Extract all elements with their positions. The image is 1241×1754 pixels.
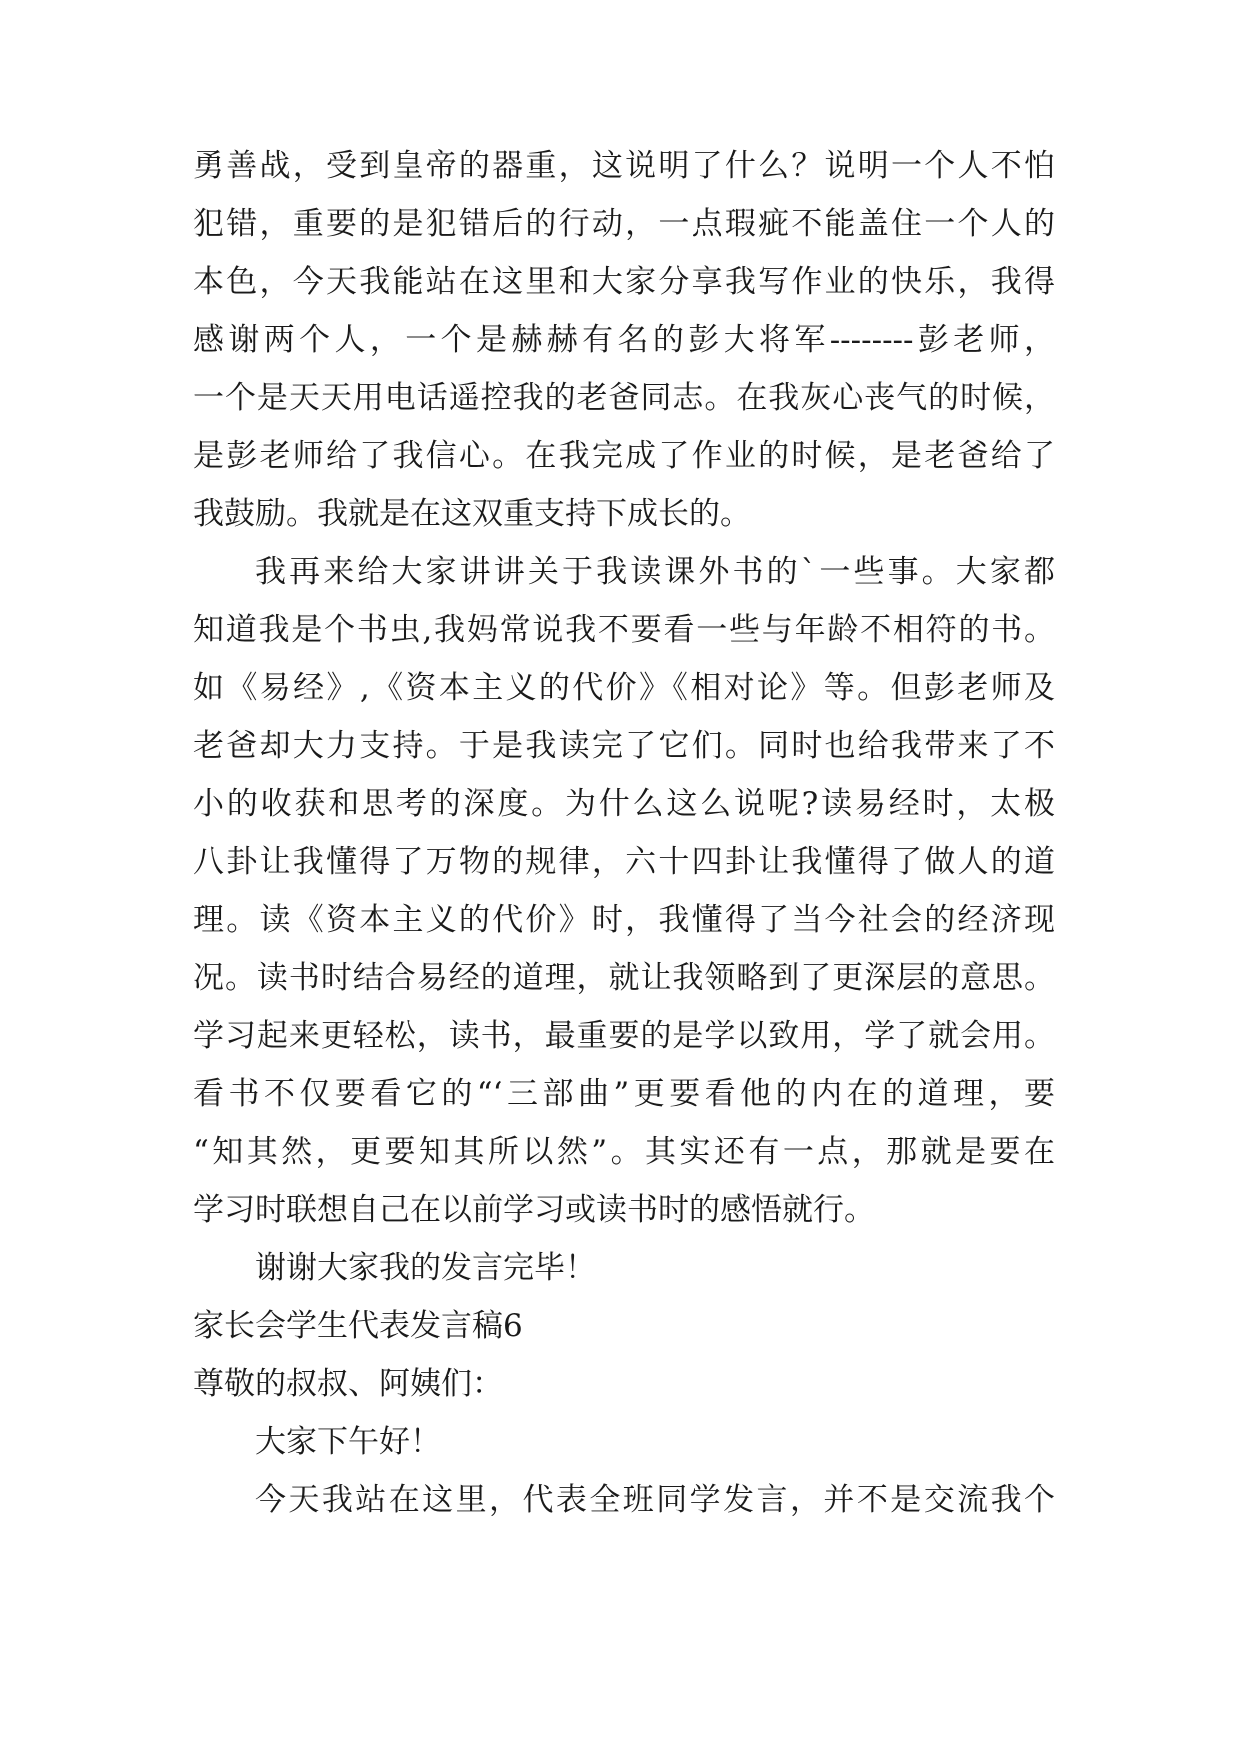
text-line: 如《易经》,《资本主义的代价》《相对论》等。但彭老师及 [193, 670, 1055, 706]
text-line: “知其然，更要知其所以然”。其实还有一点，那就是要在 [193, 1134, 1055, 1170]
text-line: 况。读书时结合易经的道理，就让我领略到了更深层的意思。 [193, 960, 1055, 996]
text-line: 犯错，重要的是犯错后的行动，一点瑕疵不能盖住一个人的 [193, 206, 1055, 242]
text-line: 学习起来更轻松，读书，最重要的是学以致用，学了就会用。 [193, 1018, 1055, 1054]
salutation: 尊敬的叔叔、阿姨们： [193, 1366, 503, 1402]
text-line: 八卦让我懂得了万物的规律，六十四卦让我懂得了做人的道 [193, 844, 1055, 880]
text-line: 老爸却大力支持。于是我读完了它们。同时也给我带来了不 [193, 728, 1055, 764]
text-line: 感谢两个人，一个是赫赫有名的彭大将军--------彭老师， [193, 322, 1055, 358]
text-line: 知道我是个书虫,我妈常说我不要看一些与年龄不相符的书。 [193, 612, 1055, 648]
greeting: 大家下午好！ [255, 1424, 441, 1460]
text-line: 学习时联想自己在以前学习或读书时的感悟就行。 [193, 1192, 875, 1228]
section-title: 家长会学生代表发言稿6 [193, 1308, 523, 1344]
text-line: 本色，今天我能站在这里和大家分享我写作业的快乐，我得 [193, 264, 1055, 300]
closing-line: 谢谢大家我的发言完毕！ [255, 1250, 596, 1286]
text-line: 理。读《资本主义的代价》时，我懂得了当今社会的经济现 [193, 902, 1055, 938]
text-line: 小的收获和思考的深度。为什么这么说呢?读易经时，太极 [193, 786, 1055, 822]
text-line: 是彭老师给了我信心。在我完成了作业的时候，是老爸给了 [193, 438, 1055, 474]
paragraph-first-line: 我再来给大家讲讲关于我读课外书的`一些事。大家都 [255, 554, 1055, 590]
paragraph-first-line: 今天我站在这里，代表全班同学发言，并不是交流我个 [255, 1482, 1055, 1518]
text-line: 勇善战，受到皇帝的器重，这说明了什么？说明一个人不怕 [193, 148, 1055, 184]
text-line: 一个是天天用电话遥控我的老爸同志。在我灰心丧气的时候， [193, 380, 1055, 416]
text-line: 我鼓励。我就是在这双重支持下成长的。 [193, 496, 751, 532]
text-line: 看书不仅要看它的“‘三部曲”更要看他的内在的道理，要 [193, 1076, 1055, 1112]
